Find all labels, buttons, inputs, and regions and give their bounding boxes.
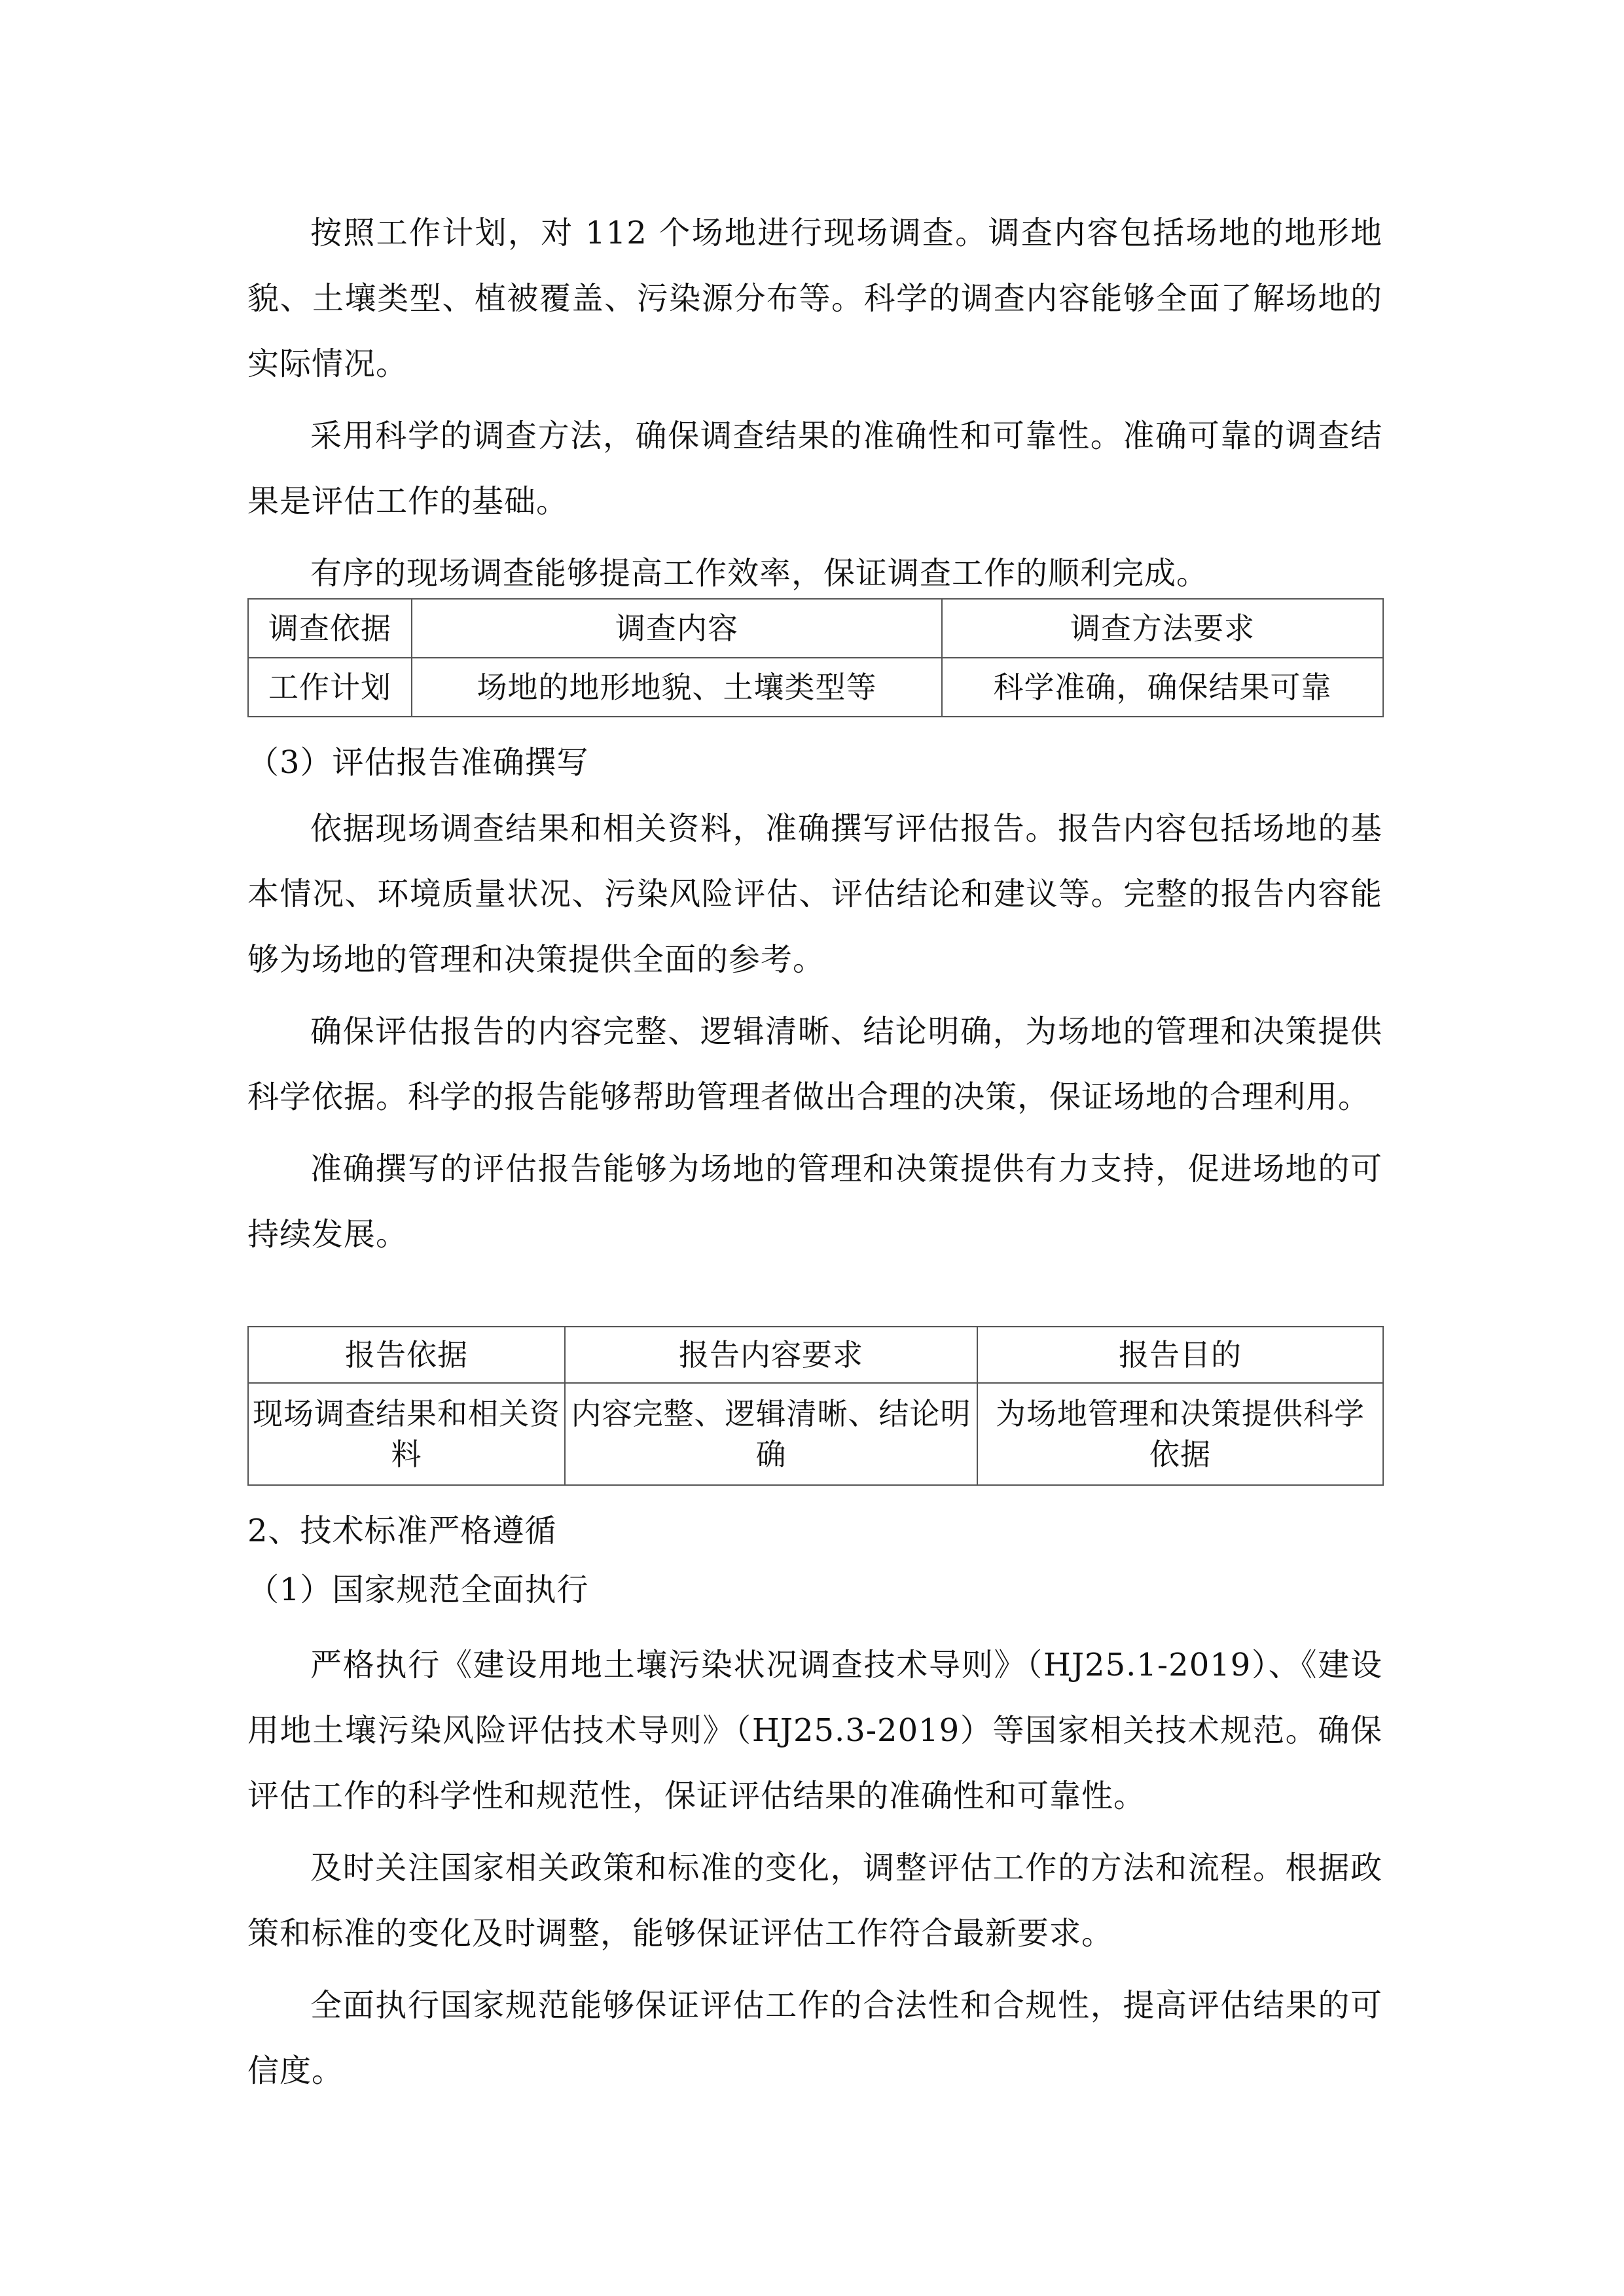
paragraph: 准确撰写的评估报告能够为场地的管理和决策提供有力支持，促进场地的可持续发展。: [247, 1151, 1382, 1253]
table-header-cell: 报告目的: [977, 1327, 1383, 1383]
table-cell: 工作计划: [248, 658, 412, 717]
section-c-text: [247, 1632, 1382, 2104]
section-c-heading-block: [247, 1508, 1382, 1613]
table-header-cell: 调查依据: [248, 599, 412, 658]
section-b-heading-block: [247, 740, 1382, 785]
paragraph: 严格执行《建设用地土壤污染状况调查技术导则》（HJ25.1-2019）、《建设用地土壤污染风险评估技术导则》（HJ25.3-2019）等国家相关技术规范。确保评估工作的科学性和规范性，保证评估结果的准确性和可靠性。: [247, 1647, 1382, 1814]
table-cell: 科学准确，确保结果可靠: [942, 658, 1383, 717]
table-cell: 场地的地形地貌、土壤类型等: [412, 658, 942, 717]
paragraph: 确保评估报告的内容完整、逻辑清晰、结论明确，为场地的管理和决策提供科学依据。科学的报告能够帮助管理者做出合理的决策，保证场地的合理利用。: [247, 1013, 1382, 1115]
paragraph: 及时关注国家相关政策和标准的变化，调整评估工作的方法和流程。根据政策和标准的变化及时调整，能够保证评估工作符合最新要求。: [247, 1850, 1382, 1952]
section-a-text: [247, 200, 1382, 606]
table-header-cell: 报告内容要求: [565, 1327, 977, 1383]
paragraph: 依据现场调查结果和相关资料，准确撰写评估报告。报告内容包括场地的基本情况、环境质量状况、污染风险评估、评估结论和建议等。完整的报告内容能够为场地的管理和决策提供全面的参考。: [247, 810, 1382, 978]
table-header-row: [248, 599, 1383, 658]
paragraph: 全面执行国家规范能够保证评估工作的合法性和合规性，提高评估结果的可信度。: [247, 1987, 1382, 2089]
survey-table: [247, 598, 1384, 717]
table-cell: 内容完整、逻辑清晰、结论明确: [565, 1383, 977, 1485]
section-heading: （3）评估报告准确撰写: [247, 744, 589, 781]
table-cell: 现场调查结果和相关资料: [248, 1383, 565, 1485]
table-header-row: [248, 1327, 1383, 1383]
table-row: [248, 1383, 1383, 1485]
table-header-cell: 调查方法要求: [942, 599, 1383, 658]
chapter-heading: 2、技术标准严格遵循: [247, 1513, 557, 1549]
table-cell: 为场地管理和决策提供科学依据: [977, 1383, 1383, 1485]
paragraph: 采用科学的调查方法，确保调查结果的准确性和可靠性。准确可靠的调查结果是评估工作的基础。: [247, 418, 1382, 520]
section-heading: （1）国家规范全面执行: [247, 1571, 589, 1608]
table-header-cell: 调查内容: [412, 599, 942, 658]
section-b-text: [247, 796, 1382, 1267]
table-row: [248, 658, 1383, 717]
report-table: [247, 1326, 1384, 1486]
paragraph: 按照工作计划，对 112 个场地进行现场调查。调查内容包括场地的地形地貌、土壤类型、植被覆盖、污染源分布等。科学的调查内容能够全面了解场地的实际情况。: [247, 215, 1382, 382]
paragraph: 有序的现场调查能够提高工作效率，保证调查工作的顺利完成。: [310, 555, 1209, 592]
table-header-cell: 报告依据: [248, 1327, 565, 1383]
